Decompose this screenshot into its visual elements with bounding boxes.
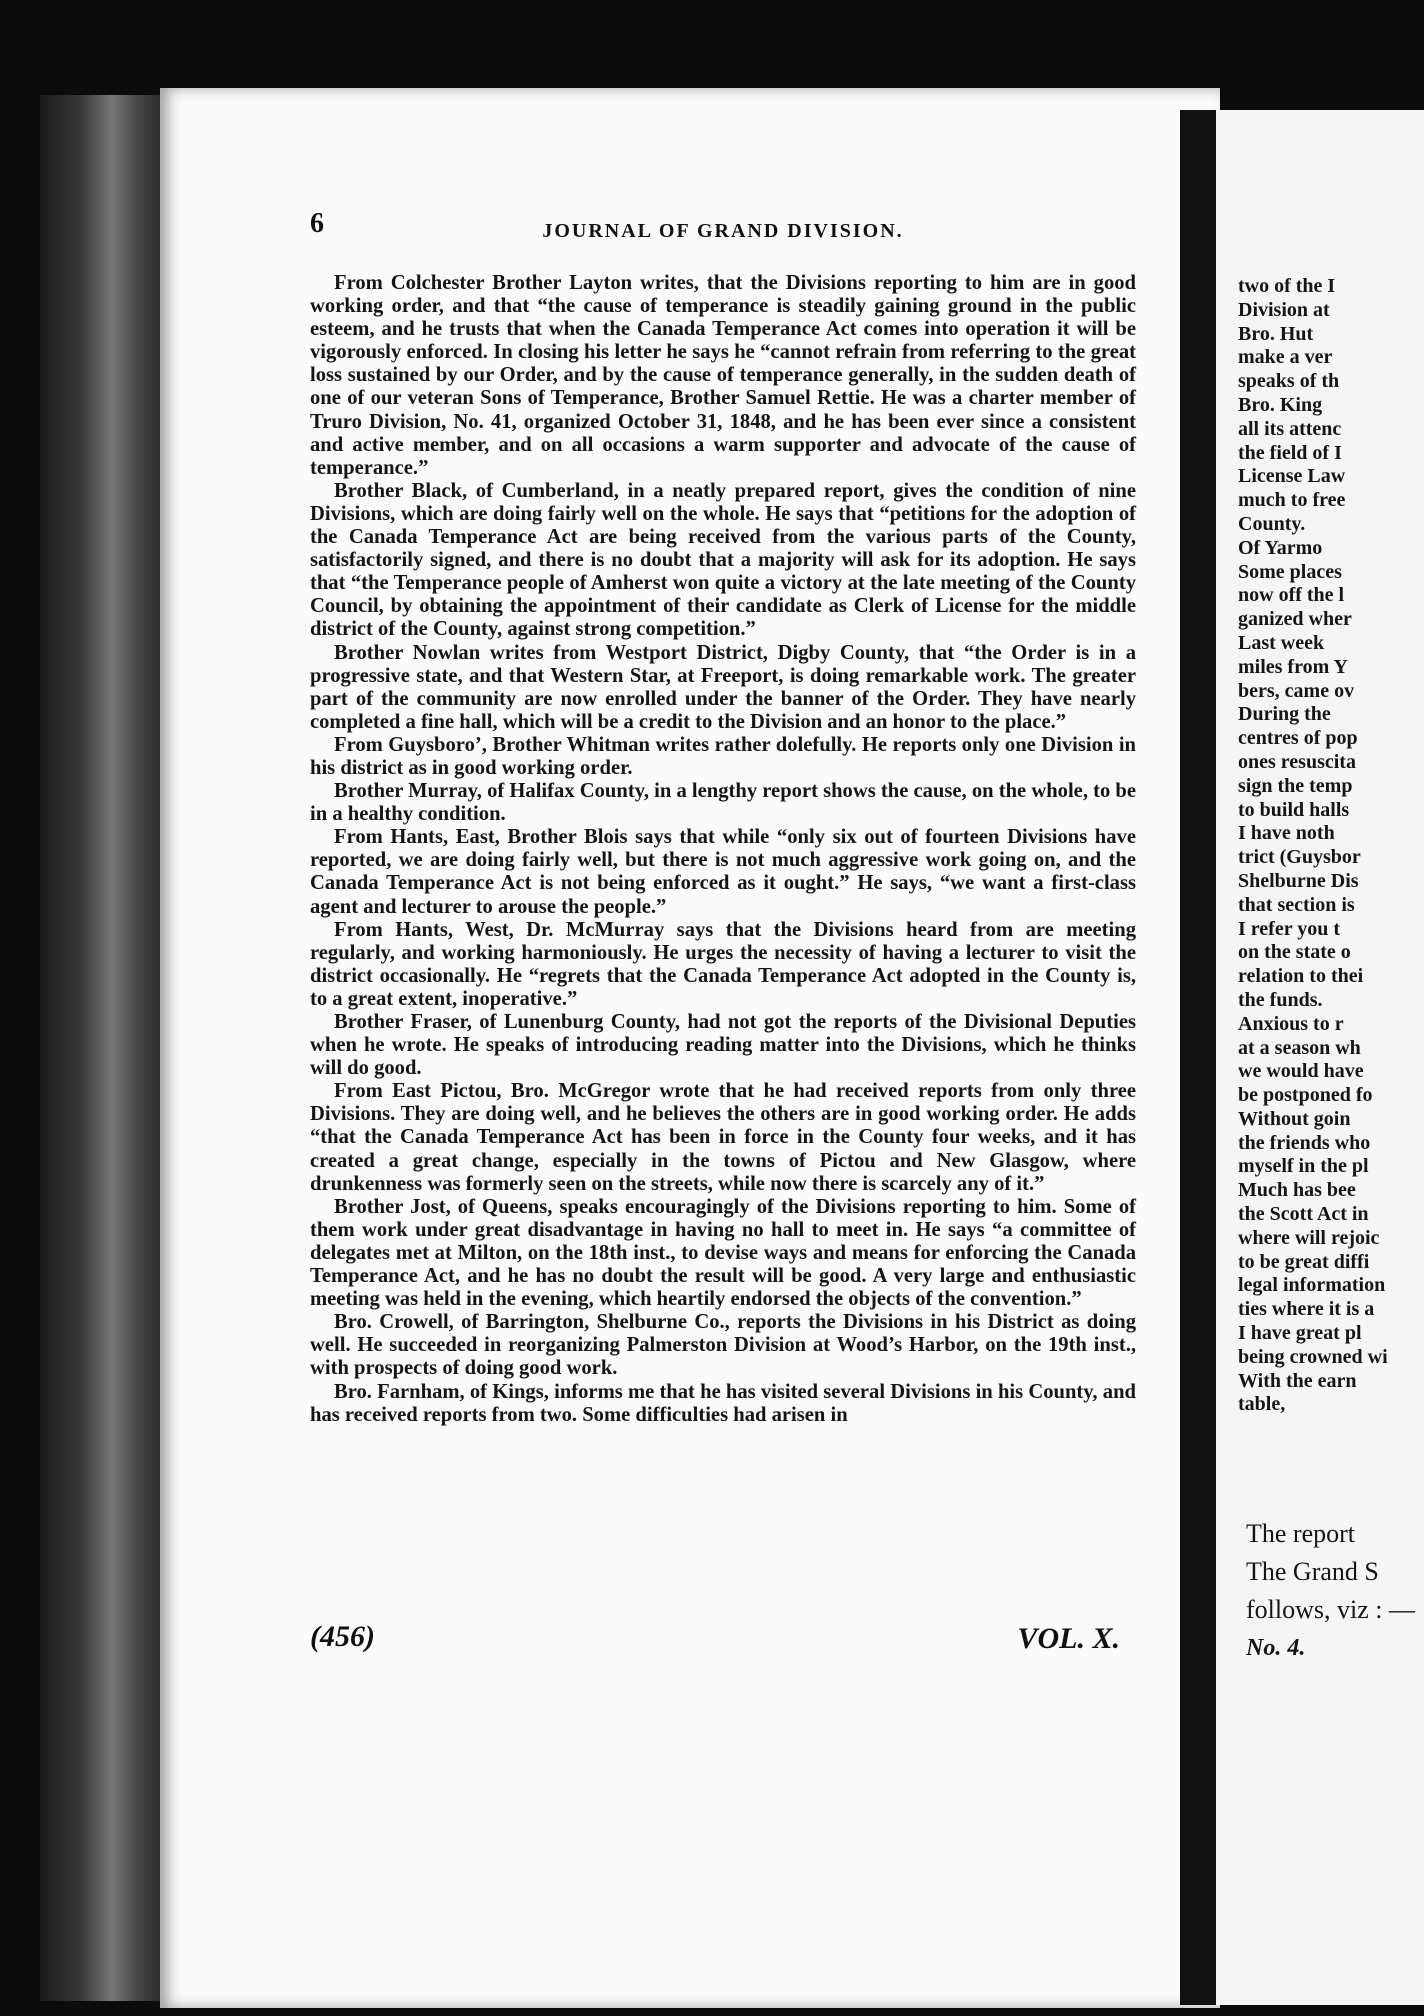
right-heading-line: The report [1246,1519,1356,1548]
right-line: we would have [1238,1060,1364,1083]
paragraph: Brother Nowlan writes from Westport District, Digby County, that “the Order is in a progressive state, and that Western Star, at Freeport, is doing remarkable work. The greater part of the community are now enrolled under the banner of the Order. They have nearly completed a fine hall, which will be a credit to the Division and an honor to the place.” [310,641,1136,733]
right-line: During the [1238,703,1331,726]
page-number: 6 [310,208,324,239]
right-line: make a ver [1238,346,1333,369]
right-line: to be great diffi [1238,1250,1370,1273]
right-heading-line: follows, viz : — [1246,1595,1415,1624]
paragraph: Brother Black, of Cumberland, in a neatly prepared report, gives the condition of nine Divisions, which are doing fairly well on the whole. He says that “petitions for the adoption of the Canada Temperance Act are being received from the various parts of the County, satisfactorily signed, and there is no doubt that a majority will ask for its adoption. He says that “the Temperance people of Amherst won quite a victory at the late meeting of the County Council, by obtaining the appointment of their candidate as Clerk of License for the middle district of the County, against strong competition.” [310,479,1136,641]
page-header [310,208,1136,248]
right-page-bottom [1246,1515,1424,1667]
book-binding [40,95,160,2001]
page-gutter [1180,110,1216,2005]
paragraph: Bro. Crowell, of Barrington, Shelburne Co., reports the Divisions in his District as doing well. He succeeded in reorganizing Palmerston Division at Wood’s Harbor, on the 19th inst., with prospects of doing good work. [310,1311,1136,1380]
right-line: that section is [1238,893,1355,916]
folio-number: (456) [310,1620,375,1653]
right-line: myself in the pl [1238,1155,1369,1178]
right-line: where will rejoic [1238,1226,1380,1249]
volume-label: VOL. X. [1017,1622,1120,1655]
right-line: on the state o [1238,941,1351,964]
right-line: the field of I [1238,441,1342,464]
paragraph: Brother Fraser, of Lunenburg County, had not got the reports of the Divisional Deputies when he wrote. He speaks of introducing reading matter into the Divisions, which he thinks will do good. [310,1011,1136,1080]
right-line: ganized wher [1238,608,1352,631]
right-line: miles from Y [1238,655,1348,678]
paragraph: From East Pictou, Bro. McGregor wrote that he had received reports from only three Divisions. They are doing well, and he believes the others are in good working order. He adds “that the Canada Temperance Act has been in force in the County four weeks, and it has created a great change, especially in the towns of Pictou and New Glasgow, where drunkenness was formerly seen on the streets, while now there is scarcely any of it.” [310,1080,1136,1195]
right-line: With the earn [1238,1369,1357,1392]
right-page-column [1238,275,1424,1417]
right-line: Without goin [1238,1107,1351,1130]
right-line: trict (Guysbor [1238,846,1361,869]
right-line: being crowned wi [1238,1345,1388,1368]
right-line: bers, came ov [1238,679,1355,702]
right-line: ties where it is a [1238,1298,1375,1321]
right-line: legal information [1238,1274,1386,1297]
right-line: Last week [1238,631,1325,654]
right-line: much to free [1238,489,1346,512]
running-title: JOURNAL OF GRAND DIVISION. [542,220,904,242]
right-line: the funds. [1238,988,1323,1011]
right-heading-line: No. 4. [1246,1635,1306,1661]
paragraph: Bro. Farnham, of Kings, informs me that he has visited several Divisions in his County, and has received reports from two. Some difficulties had arisen in [310,1380,1136,1426]
right-line: License Law [1238,465,1346,488]
right-line: centres of pop [1238,727,1358,750]
right-line: Bro. Hut [1238,322,1314,345]
paragraph: From Hants, East, Brother Blois says that while “only six out of fourteen Divisions have reported, we are doing fairly well, but there is not much aggressive work going on, and the Canada Temperance Act is not being enforced as it ought.” He says, “we want a first-class agent and lecturer to arouse the people.” [310,826,1136,918]
right-line: at a season wh [1238,1036,1361,1059]
paragraph: Brother Murray, of Halifax County, in a lengthy report shows the cause, on the whole, to be in a healthy condition. [310,780,1137,826]
right-line: ones resuscita [1238,750,1356,773]
right-line: Shelburne Dis [1238,869,1359,892]
paragraph: From Guysboro’, Brother Whitman writes rather dolefully. He reports only one Division in his district as in good working order. [310,733,1136,779]
right-line: Much has bee [1238,1179,1356,1202]
paragraph: From Hants, West, Dr. McMurray says that the Divisions heard from are meeting regularly, and working harmoniously. He urges the necessity of having a lecturer to visit the district occasionally. He “regrets that the Canada Temperance Act adopted in the County is, to a great extent, inoperative.” [310,918,1136,1010]
right-line: all its attenc [1238,417,1342,440]
right-line: now off the l [1238,584,1345,607]
right-line: Anxious to r [1238,1012,1344,1035]
right-line: Of Yarmo [1238,536,1323,559]
right-line: Division at [1238,298,1330,321]
right-line: two of the I [1238,275,1336,297]
right-line: sign the temp [1238,774,1353,797]
right-line: to build halls [1238,798,1350,821]
right-line: table, [1238,1393,1286,1416]
right-line: I have noth [1238,822,1335,845]
right-line: the friends who [1238,1131,1371,1154]
right-line: Bro. King [1238,393,1323,416]
right-line: I refer you t [1238,917,1341,940]
right-line: I have great pl [1238,1322,1362,1345]
right-line: County. [1238,512,1306,535]
page-footer [310,1620,1120,1660]
right-line: relation to thei [1238,965,1364,988]
paragraph: From Colchester Brother Layton writes, that the Divisions reporting to him are in good working order, and that “the cause of temperance is steadily gaining ground in the public esteem, and he trusts that when the Canada Temperance Act comes into operation it will be vigorously enforced. In closing his letter he says he “cannot refrain from referring to the great loss sustained by our Order, and by the cause of temperance generally, in the sudden death of one of our veteran Sons of Temperance, Brother Samuel Rettie. He was a charter member of Truro Division, No. 41, organized October 31, 1848, and he has been ever since a consistent and active member, and on all occasions a warm supporter and advocate of the cause of temperance.” [310,272,1136,479]
right-line: speaks of th [1238,370,1340,393]
body-text [310,272,1136,1427]
right-line: be postponed fo [1238,1084,1373,1107]
right-line: Some places [1238,560,1342,583]
right-line: the Scott Act in [1238,1203,1369,1226]
paragraph: Brother Jost, of Queens, speaks encouragingly of the Divisions reporting to him. Some of them work under great disadvantage in having no hall to meet in. He says “a committee of delegates met at Milton, on the 18th inst., to devise ways and means for enforcing the Canada Temperance Act, and he has no doubt the result will be good. A very large and enthusiastic meeting was held in the evening, which heartily endorsed the objects of the convention.” [310,1195,1136,1311]
right-heading-line: The Grand S [1246,1557,1379,1586]
